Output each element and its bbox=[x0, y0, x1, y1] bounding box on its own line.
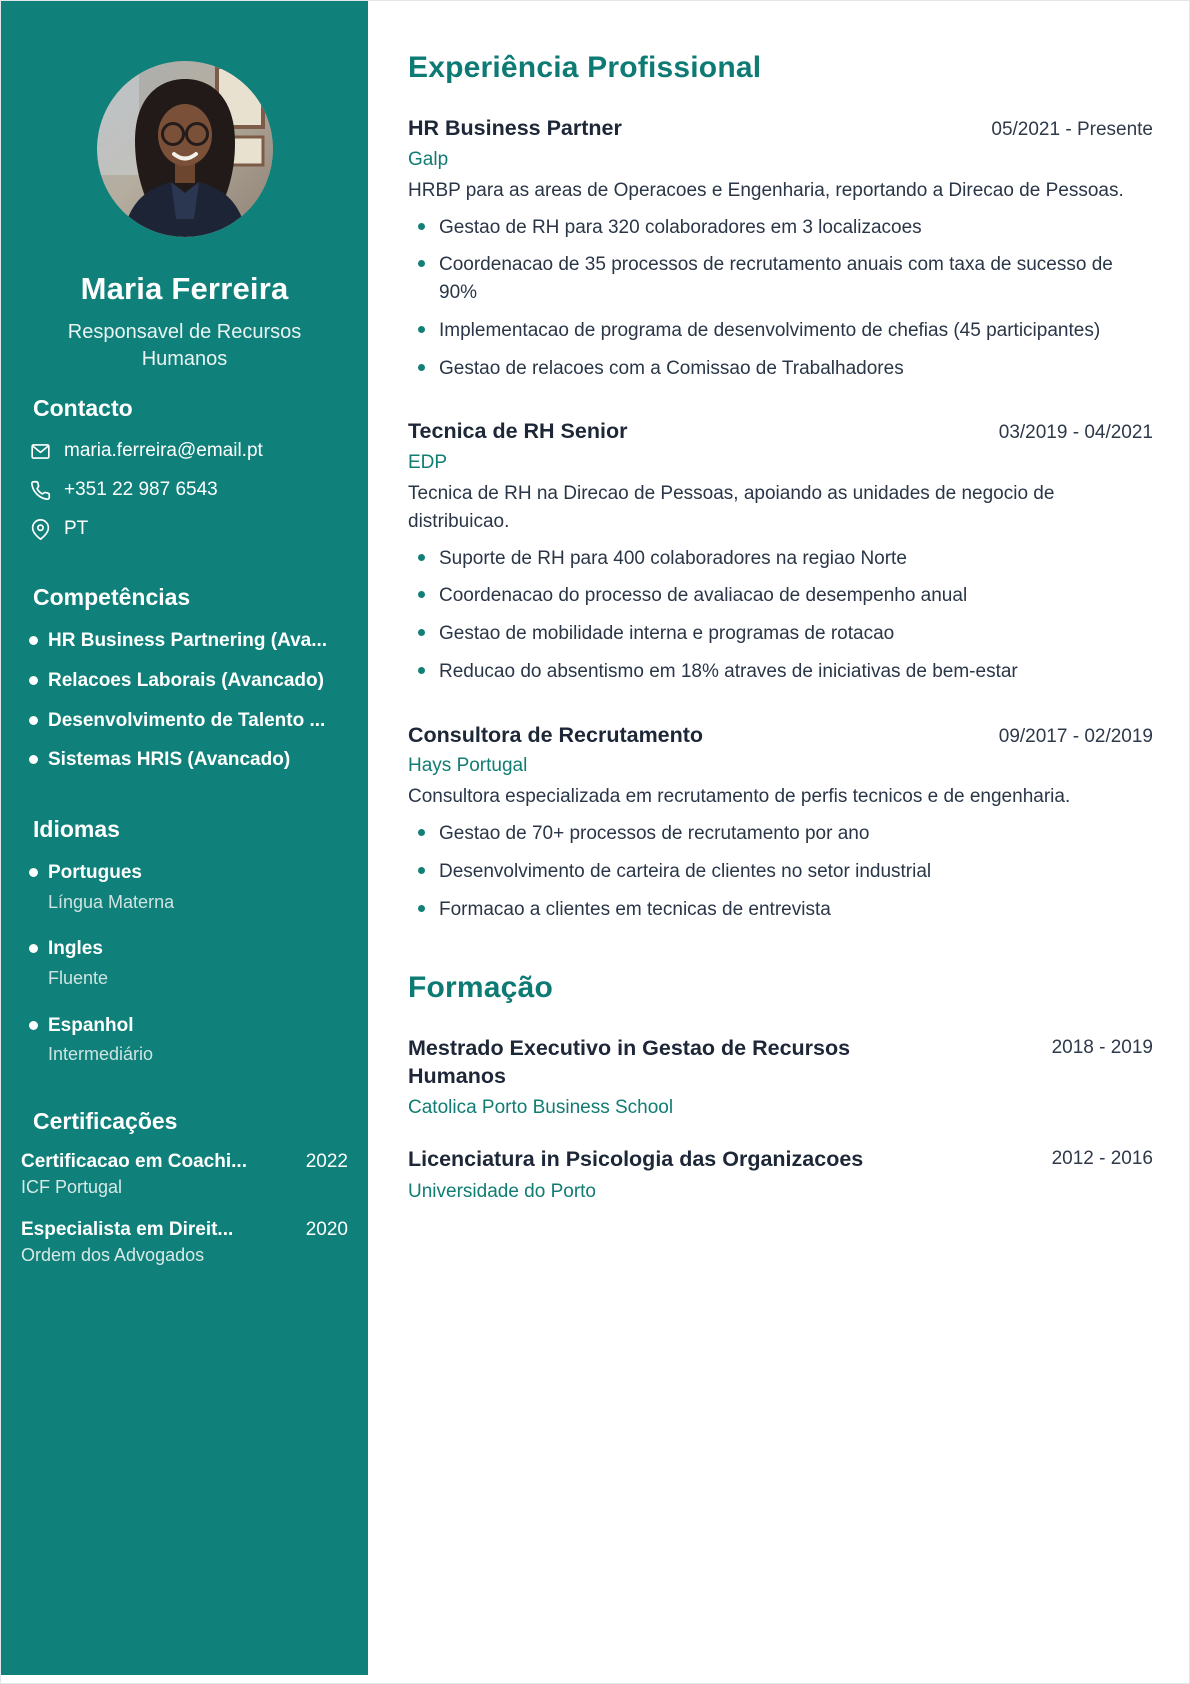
profile-photo-illustration bbox=[97, 61, 273, 237]
job-entry bbox=[408, 722, 1153, 924]
languages-heading: Idiomas bbox=[33, 816, 120, 842]
job-bullet: Coordenacao do processo de avaliacao de desempenho anual bbox=[408, 582, 1153, 610]
education-dates: 2018 - 2019 bbox=[1051, 1037, 1153, 1059]
job-title: Consultora de Recrutamento bbox=[408, 722, 704, 747]
job-bullet: Gestao de 70+ processos de recrutamento por ano bbox=[408, 820, 1153, 848]
language-level: Fluente bbox=[48, 968, 109, 988]
job-company: EDP bbox=[408, 452, 448, 474]
main-content bbox=[368, 1, 1189, 1230]
job-dates: 09/2017 - 02/2019 bbox=[998, 725, 1153, 747]
job-bullet: Gestao de mobilidade interna e programas de rotacao bbox=[408, 620, 1153, 648]
job-bullet: Reducao do absentismo em 18% atraves de iniciativas de bem-estar bbox=[408, 658, 1153, 686]
language-item bbox=[29, 937, 348, 989]
skill-item: HR Business Partnering (Ava... bbox=[29, 629, 348, 653]
job-bullet-list bbox=[408, 545, 1153, 686]
contact-location: PT bbox=[64, 518, 89, 539]
skills-list bbox=[1, 629, 368, 772]
language-name: Espanhol bbox=[48, 1014, 134, 1036]
education-header bbox=[408, 1035, 1153, 1090]
language-level: Intermediário bbox=[48, 1044, 154, 1065]
job-summary: Consultora especializada em recrutamento de perfis tecnicos e de engenharia. bbox=[408, 786, 1071, 808]
profile-photo bbox=[97, 61, 273, 237]
contact-phone: +351 22 987 6543 bbox=[64, 479, 218, 500]
certification-year: 2020 bbox=[305, 1219, 348, 1241]
phone-icon bbox=[30, 480, 51, 501]
candidate-name: Maria Ferreira bbox=[80, 271, 289, 306]
education-school: Universidade do Porto bbox=[408, 1180, 596, 1202]
certification-year: 2022 bbox=[305, 1150, 348, 1172]
skill-item: Desenvolvimento de Talento ... bbox=[29, 709, 348, 733]
contact-phone-row bbox=[30, 479, 344, 501]
certification-row bbox=[21, 1151, 348, 1174]
job-company: Galp bbox=[408, 148, 449, 170]
language-name: Ingles bbox=[48, 938, 103, 960]
job-entry bbox=[408, 115, 1153, 382]
contact-heading: Contacto bbox=[33, 395, 133, 421]
job-bullet-list bbox=[408, 820, 1153, 923]
job-summary: HRBP para as areas de Operacoes e Engenharia, reportando a Direcao de Pessoas. bbox=[408, 179, 1124, 201]
language-item bbox=[29, 1014, 348, 1066]
job-bullet: Desenvolvimento de carteira de clientes no setor industrial bbox=[408, 858, 1153, 886]
envelope-icon bbox=[30, 441, 51, 462]
certification-title: Especialista em Direit... bbox=[21, 1219, 234, 1241]
skills-heading: Competências bbox=[33, 584, 191, 610]
language-level: Língua Materna bbox=[48, 891, 175, 912]
job-bullet: Implementacao de programa de desenvolvimento de chefias (45 participantes) bbox=[408, 317, 1153, 345]
skill-item: Sistemas HRIS (Avancado) bbox=[29, 748, 348, 772]
education-degree: Mestrado Executivo in Gestao de Recursos Humanos bbox=[408, 1036, 851, 1088]
education-entry bbox=[408, 1035, 1153, 1119]
education-dates: 2012 - 2016 bbox=[1051, 1148, 1153, 1170]
map-pin-icon bbox=[30, 519, 51, 540]
education-header bbox=[408, 1146, 1153, 1174]
skill-item: Relacoes Laborais (Avancado) bbox=[29, 669, 348, 693]
certification-item bbox=[1, 1151, 368, 1198]
certification-org: Ordem dos Advogados bbox=[21, 1244, 205, 1265]
sidebar bbox=[1, 1, 368, 1675]
education-degree: Licenciatura in Psicologia das Organizacoes bbox=[408, 1147, 864, 1172]
job-bullet: Formacao a clientes em tecnicas de entrevista bbox=[408, 896, 1153, 924]
job-dates: 03/2019 - 04/2021 bbox=[998, 422, 1153, 444]
languages-list bbox=[1, 861, 368, 1066]
job-title: HR Business Partner bbox=[408, 116, 622, 140]
contact-email-row bbox=[30, 440, 344, 462]
language-name: Portugues bbox=[48, 862, 142, 883]
job-title: Tecnica de RH Senior bbox=[408, 419, 628, 444]
job-dates: 05/2021 - Presente bbox=[991, 119, 1153, 140]
job-header bbox=[408, 418, 1153, 445]
candidate-role: Responsavel de Recursos Humanos bbox=[67, 321, 302, 370]
education-school: Catolica Porto Business School bbox=[408, 1097, 674, 1119]
language-item bbox=[29, 861, 348, 913]
job-bullet: Coordenacao de 35 processos de recrutamento anuais com taxa de sucesso de 90% bbox=[408, 251, 1153, 306]
experience-section-heading: Experiência Profissional bbox=[408, 51, 762, 84]
job-bullet: Gestao de relacoes com a Comissao de Trabalhadores bbox=[408, 355, 1153, 383]
contact-email: maria.ferreira@email.pt bbox=[64, 440, 263, 461]
job-header bbox=[408, 722, 1153, 749]
education-section-heading: Formação bbox=[408, 971, 553, 1005]
certification-item bbox=[1, 1219, 368, 1266]
certifications-heading: Certificações bbox=[33, 1107, 178, 1134]
education-entry bbox=[408, 1146, 1153, 1203]
job-entry bbox=[408, 418, 1153, 685]
job-bullet: Suporte de RH para 400 colaboradores na regiao Norte bbox=[408, 545, 1153, 573]
certification-title: Certificacao em Coachi... bbox=[21, 1150, 247, 1172]
certification-row bbox=[21, 1219, 348, 1242]
job-bullet-list bbox=[408, 214, 1153, 383]
job-company: Hays Portugal bbox=[408, 755, 528, 777]
certification-org: ICF Portugal bbox=[21, 1176, 123, 1197]
job-bullet: Gestao de RH para 320 colaboradores em 3 localizacoes bbox=[408, 214, 1153, 242]
contact-list bbox=[1, 440, 368, 540]
job-summary: Tecnica de RH na Direcao de Pessoas, apoiando as unidades de negocio de distribuicao. bbox=[408, 483, 1055, 532]
contact-location-row bbox=[30, 518, 344, 540]
job-header bbox=[408, 115, 1153, 142]
